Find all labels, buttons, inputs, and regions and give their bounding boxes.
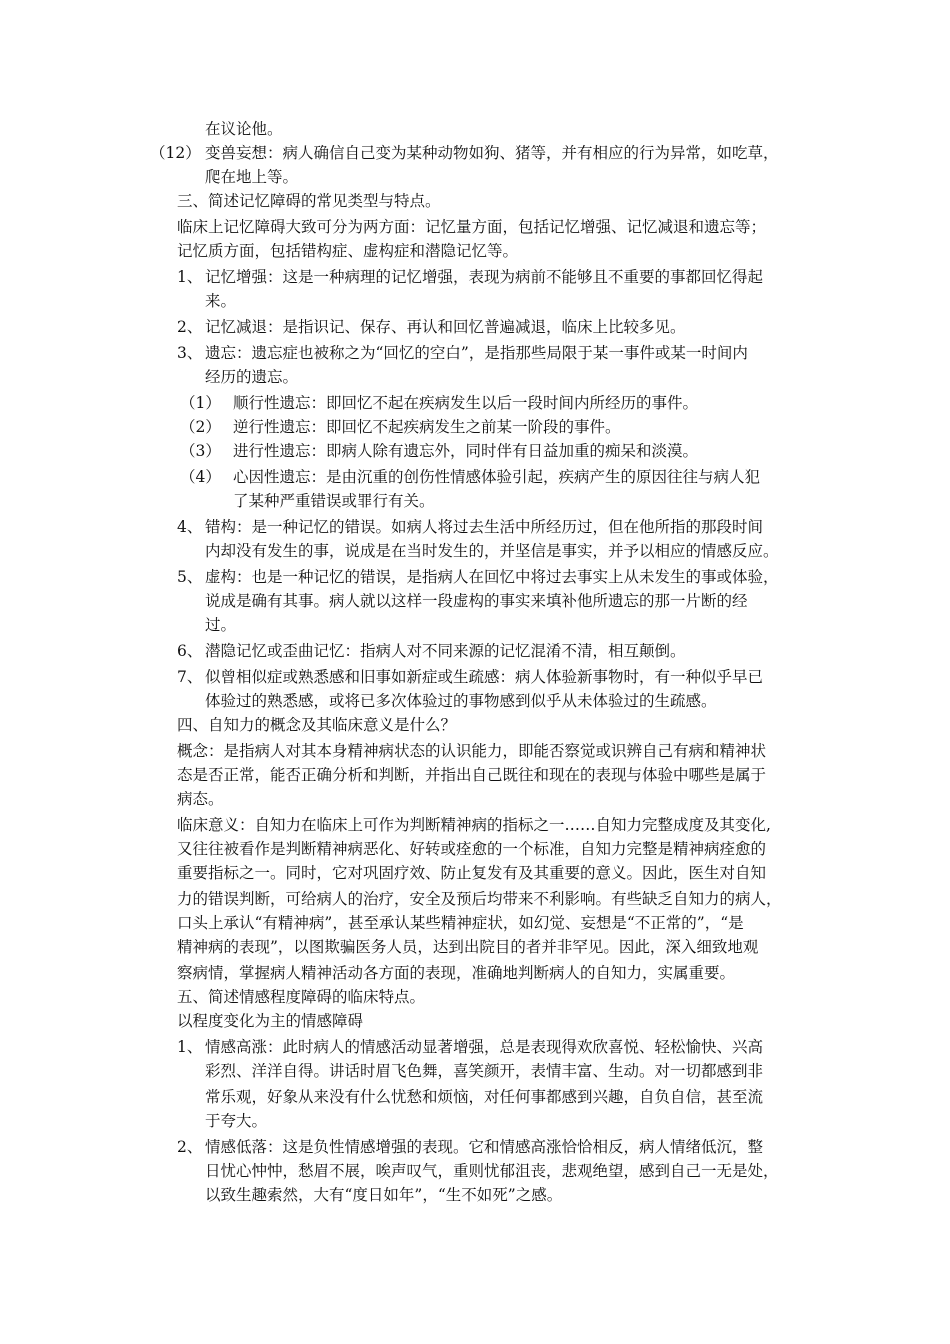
text-line: 体验过的熟悉感，或将已多次体验过的事物感到似乎从未体验过的生疏感。 <box>205 692 717 710</box>
text-line: 重要指标之一。同时，它对巩固疗效、防止复发有及其重要的意义。因此，医生对自知 <box>177 864 767 882</box>
text-line: 于夸大。 <box>205 1112 268 1130</box>
text-line: 记忆增强：这是一种病理的记忆增强，表现为病前不能够且不重要的事都回忆得起 <box>205 268 764 286</box>
text-line: 虚构：也是一种记忆的错误，是指病人在回忆中将过去事实上从未发生的事或体验， <box>205 568 779 586</box>
text-line: 力的错误判断，可给病人的治疗，安全及预后均带来不利影响。有些缺乏自知力的病人， <box>177 890 782 908</box>
text-line: 内却没有发生的事，说成是在当时发生的，并坚信是事实，并予以相应的情感反应。 <box>205 542 779 560</box>
item-number: 5、 <box>177 568 203 586</box>
text-line: 临床意义：自知力在临床上可作为判断精神病的指标之一……自知力完整成度及其变化, <box>177 816 771 834</box>
text-line: 经历的遗忘。 <box>205 368 299 386</box>
text-line: 了某种严重错误或罪行有关。 <box>233 492 435 510</box>
item-number: 2、 <box>177 1138 203 1156</box>
text-line: 口头上承认“有精神病”，甚至承认某些精神症状，如幻觉、妄想是“不正常的”，“是 <box>177 914 744 932</box>
text-line: 彩烈、洋洋自得。讲话时眉飞色舞，喜笑颜开，表情丰富、生动。对一切都感到非 <box>205 1062 764 1080</box>
item-number: 2、 <box>177 318 203 336</box>
text-line: 心因性遗忘：是由沉重的创伤性情感体验引起，疾病产生的原因往往与病人犯 <box>233 468 761 486</box>
text-line: 情感低落：这是负性情感增强的表现。它和情感高涨恰恰相反，病人情绪低沉，整 <box>205 1138 764 1156</box>
text-line: 来。 <box>205 292 237 310</box>
item-number: （1） <box>180 394 221 412</box>
text-line: 概念：是指病人对其本身精神病状态的认识能力，即能否察觉或识辨自己有病和精神状 <box>177 742 767 760</box>
section-heading: 四、自知力的概念及其临床意义是什么？ <box>177 716 457 734</box>
text-line: 潜隐记忆或歪曲记忆：指病人对不同来源的记忆混淆不清，相互颠倒。 <box>205 642 686 660</box>
text-line: 精神病的表现”，以图欺骗医务人员，达到出院目的者并非罕见。因此，深入细致地观 <box>177 938 759 956</box>
text-line: 以程度变化为主的情感障碍 <box>177 1012 364 1030</box>
text-line: 爬在地上等。 <box>205 168 299 186</box>
text-line: 日忧心忡忡，愁眉不展，唉声叹气，重则忧郁沮丧，悲观绝望，感到自己一无是处， <box>205 1162 779 1180</box>
item-number: （12） <box>150 144 201 162</box>
item-number: （3） <box>180 442 221 460</box>
section-heading: 五、简述情感程度障碍的临床特点。 <box>177 988 426 1006</box>
text-line: 记忆减退：是指识记、保存、再认和回忆普遍减退，临床上比较多见。 <box>205 318 686 336</box>
text-line: 进行性遗忘：即病人除有遗忘外，同时伴有日益加重的痴呆和淡漠。 <box>233 442 699 460</box>
text-line: 过。 <box>205 616 237 634</box>
text-line: 病态。 <box>177 790 224 808</box>
item-number: 1、 <box>177 1038 203 1056</box>
item-number: 6、 <box>177 642 203 660</box>
text-line: 记忆质方面，包括错构症、虚构症和潜隐记忆等。 <box>177 242 519 260</box>
item-number: （2） <box>180 418 221 436</box>
item-number: （4） <box>180 468 221 486</box>
text-line: 逆行性遗忘：即回忆不起疾病发生之前某一阶段的事件。 <box>233 418 621 436</box>
text-line: 说成是确有其事。病人就以这样一段虚构的事实来填补他所遗忘的那一片断的经 <box>205 592 748 610</box>
item-number: 1、 <box>177 268 203 286</box>
text-line: 态是否正常，能否正确分析和判断，并指出自己既往和现在的表现与体验中哪些是属于 <box>177 766 767 784</box>
section-heading: 三、简述记忆障碍的常见类型与特点。 <box>177 192 441 210</box>
text-line: 错构：是一种记忆的错误。如病人将过去生活中所经历过，但在他所指的那段时间 <box>205 518 764 536</box>
item-number: 3、 <box>177 344 203 362</box>
text-line: 察病情，掌握病人精神活动各方面的表现，准确地判断病人的自知力，实属重要。 <box>177 964 736 982</box>
text-line: 临床上记忆障碍大致可分为两方面：记忆量方面，包括记忆增强、记忆减退和遗忘等； <box>177 218 767 236</box>
text-line: 又往往被看作是判断精神病恶化、好转或痊愈的一个标准，自知力完整是精神病痊愈的 <box>177 840 767 858</box>
text-line: 常乐观，好象从来没有什么忧愁和烦恼，对任何事都感到兴趣，自负自信，甚至流 <box>205 1088 764 1106</box>
text-line: 情感高涨：此时病人的情感活动显著增强，总是表现得欢欣喜悦、轻松愉快、兴高 <box>205 1038 764 1056</box>
text-line: 遗忘：遗忘症也被称之为“回忆的空白”，是指那些局限于某一事件或某一时间内 <box>205 344 748 362</box>
text-line: 似曾相似症或熟悉感和旧事如新症或生疏感：病人体验新事物时，有一种似乎早已 <box>205 668 764 686</box>
text-line: 变兽妄想：病人确信自己变为某种动物如狗、猪等，并有相应的行为异常，如吃草， <box>205 144 779 162</box>
item-number: 4、 <box>177 518 203 536</box>
text-line: 在议论他。 <box>205 120 283 138</box>
text-line: 顺行性遗忘：即回忆不起在疾病发生以后一段时间内所经历的事件。 <box>233 394 699 412</box>
item-number: 7、 <box>177 668 203 686</box>
text-line: 以致生趣索然，大有“度日如年”，“生不如死”之感。 <box>205 1186 563 1204</box>
